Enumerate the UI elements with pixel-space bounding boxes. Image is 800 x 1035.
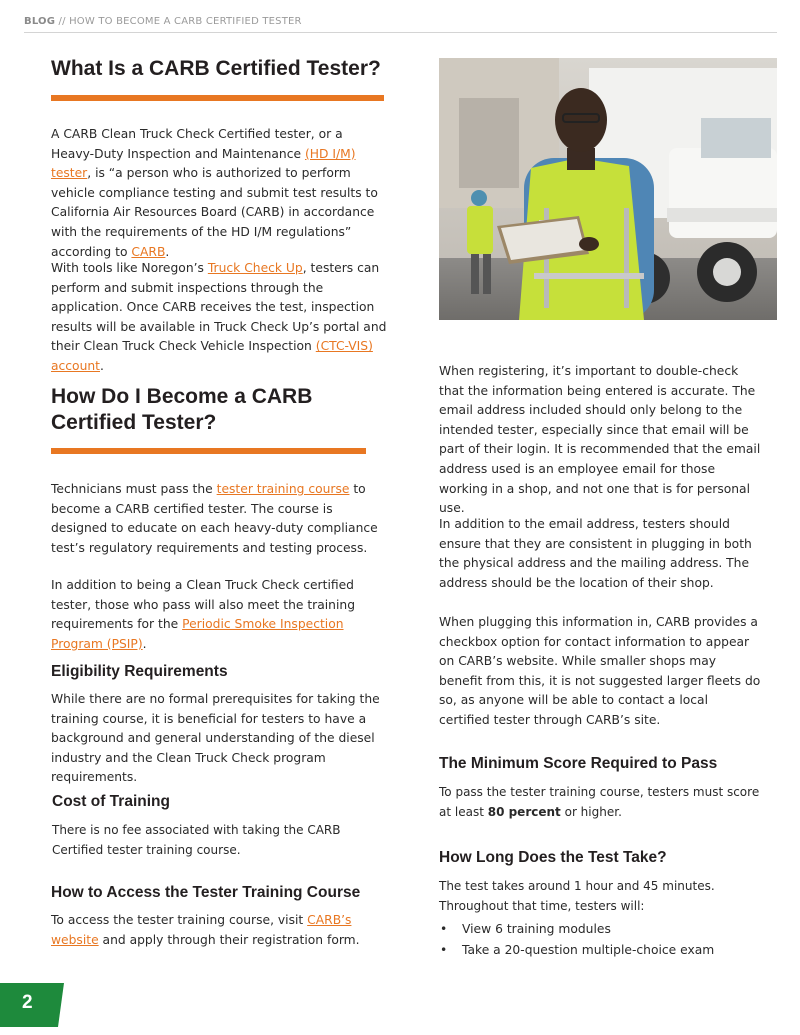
paragraph-addresses: In addition to the email address, testers should ensure that they are consistent in plugging in both the physical address and the mailing address. The address should be the location of their shop. [439,517,752,590]
subheading-access: How to Access the Tester Training Course [51,884,361,901]
breadcrumb [24,16,302,27]
section-heading-how-become: How Do I Become a CARB Certified Tester? [51,385,313,434]
list-item: • View 6 training modules [439,919,761,940]
heading-underline-bar [51,448,366,454]
paragraph-contact-checkbox: When plugging this information in, CARB provides a checkbox option for contact information to appear on CARB’s website. While smaller shops may benefit from this, it is not suggested larger fleets do so, as anyone will be able to contact a local certified tester through CARB’s site. [439,615,761,727]
header-divider [24,32,777,33]
subheading-minimum-score: The Minimum Score Required to Pass [439,755,718,772]
section-heading-what-is: What Is a CARB Certified Tester? [51,57,381,80]
breadcrumb-title: HOW TO BECOME A CARB CERTIFIED TESTER [69,16,302,27]
subheading-eligibility: Eligibility Requirements [51,663,228,680]
paragraph-registering: When registering, it’s important to double-check that the information being entered is accurate. The email address included should only belong to the intended tester, especially since that email will be part of their login. It is recommended that the email address used is an employee email for those working in a shop, and not one that is for personal use. [439,364,761,516]
hero-photo [439,58,777,320]
test-activities-list [439,919,761,961]
subheading-cost: Cost of Training [52,793,170,810]
link-ctc-vis-account[interactable]: (CTC-VIS) account [51,339,373,373]
page-number: 2 [22,992,33,1013]
paragraph-minimum-score: To pass the tester training course, testers must score at least 80 percent or higher. [439,785,760,819]
breadcrumb-separator: // [55,16,70,27]
link-truck-check-up[interactable]: Truck Check Up [207,261,303,275]
photo-technician-clipboard-truck-icon [439,58,777,320]
subheading-test-duration: How Long Does the Test Take? [439,849,667,866]
paragraph-training-course: Technicians must pass the tester training course to become a CARB certified tester. The course is designed to educate on each heavy-duty compliance test’s regulatory requirements and testing process. [51,482,378,555]
link-carb[interactable]: CARB [131,244,166,259]
link-carb-website[interactable]: CARB’s website [51,913,352,947]
paragraph-eligibility: While there are no formal prerequisites for taking the training course, it is beneficial for testers to have a background and general understanding of the diesel industry and the Clean Truck Check program requirements. [51,692,380,785]
paragraph-cost: There is no fee associated with taking the CARB Certified tester training course. [52,823,341,857]
page-number-badge [0,983,64,1027]
paragraph-definition: A CARB Clean Truck Check Certified tester, or a Heavy-Duty Inspection and Maintenance (HD I/M) tester, is “a person who is authorized to perform vehicle compliance testing and submit test results to California Air Resources Board (CARB) in accordance with the requirements of the HD I/M regulations” according to CARB. [51,127,378,259]
link-tester-training-course[interactable]: tester training course [216,482,350,496]
breadcrumb-tag[interactable]: BLOG [24,16,56,27]
paragraph-psip: In addition to being a Clean Truck Check certified tester, those who pass will also meet the training requirements for the Periodic Smoke Inspection Program (PSIP). [51,578,355,651]
link-hdim-tester[interactable]: (HD I/M) tester [51,146,356,181]
paragraph-access: To access the tester training course, visit CARB’s website and apply through their registration form. [51,913,360,947]
heading-underline-bar [51,95,384,101]
paragraph-truck-check-up: With tools like Noregon’s Truck Check Up, testers can perform and submit inspections through the application. Once CARB receives the test, inspection results will be available in Truck Check Up’s portal and their Clean Truck Check Vehicle Inspection (CTC-VIS) account. [51,261,387,373]
list-item: • Take a 20-question multiple-choice exam [439,940,761,961]
paragraph-test-duration: The test takes around 1 hour and 45 minutes. Throughout that time, testers will: [439,879,715,913]
link-psip[interactable]: Periodic Smoke Inspection Program (PSIP) [51,617,344,651]
